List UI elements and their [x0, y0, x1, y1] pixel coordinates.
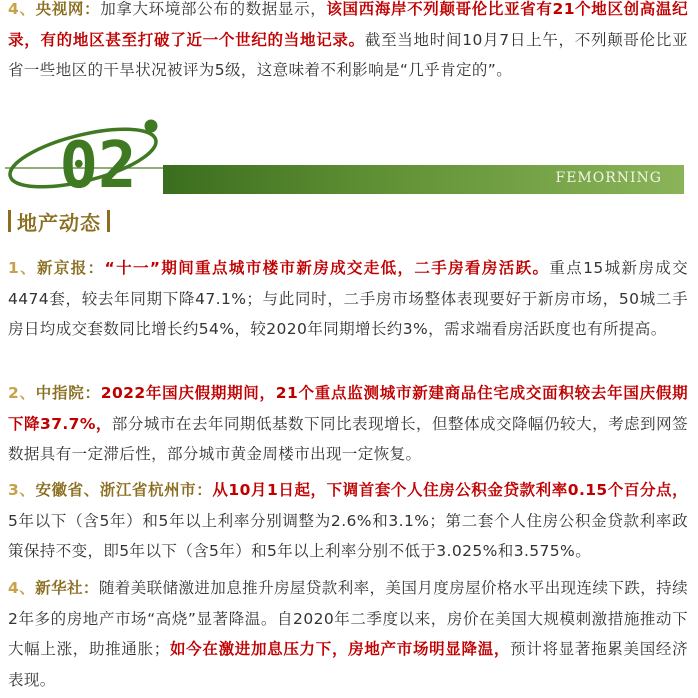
item-text: 5年以下（含5年）和5年以上利率分别调整为2.6%和3.1%；第二套个人住房公积金贷款利率政策保持不变，即5年以下（含5年）和5年以上利率分别不低于3.025%和3.575%。	[8, 511, 688, 560]
item-text: 加拿大环境部公布的数据显示，	[100, 0, 327, 18]
item-number: 1、	[8, 259, 38, 277]
heading-divider	[107, 210, 110, 232]
item-text: 重点15城新房成交4474套，较去年同期下降47.1%；与此同时，二手房市场整体表现要好于新房市场，50城二手房日均成交套数同比增长约54%，较2020年同期增长约3%，需求端看房活跃度也有所提高。	[8, 259, 688, 338]
section-number: 02	[59, 129, 137, 198]
news-item-4	[8, 573, 688, 695]
item-source: 中指院：	[35, 384, 101, 402]
heading-divider	[8, 210, 11, 232]
section-heading	[8, 206, 110, 236]
item-source: 新华社：	[35, 579, 99, 597]
section-banner	[0, 118, 698, 198]
item-text: 预计将显著拖累美国经济表现。	[8, 640, 688, 689]
item-text: 部分城市在去年同期低基数下同比表现增长，但整体成交降幅仍较大，考虑到网签数据具有一定滞后性，部分城市黄金周楼市出现一定恢复。	[8, 414, 688, 463]
news-item-2	[8, 378, 688, 470]
news-item-cctv	[8, 0, 688, 86]
item-source: 央视网：	[35, 0, 101, 18]
item-highlight: 从10月1日起，下调首套个人住房公积金贷款利率0.15个百分点，	[212, 481, 689, 499]
item-number: 4、	[8, 579, 36, 597]
item-text: 截至当地时间10月7日上午，不列颠哥伦比亚省一些地区的干旱状况被评为5级，这意味着不利影响是“几乎肯定的”。	[8, 30, 688, 79]
section-title: 地产动态	[17, 210, 101, 235]
item-highlight: 该国西海岸不列颠哥伦比亚省有21个地区创高温纪录，有的地区甚至打破了近一个世纪的当地记录。	[8, 0, 688, 49]
item-source: 新京报：	[37, 259, 105, 277]
item-number: 4、	[8, 0, 36, 18]
item-highlight: “十一”期间重点城市楼市新房成交走低，二手房看房活跃。	[104, 259, 550, 277]
banner-bar	[163, 165, 684, 194]
news-item-3	[8, 475, 688, 567]
banner-brand-text: FEMORNING	[555, 170, 662, 186]
item-number: 2、	[8, 384, 36, 402]
item-number: 3、	[8, 481, 36, 499]
item-highlight: 2022年国庆假期期间，21个重点监测城市新建商品住宅成交面积较去年国庆假期下降37.7%，	[8, 384, 688, 433]
item-text: 随着美联储激进加息推升房屋贷款利率，美国月度房屋价格水平出现连续下跌，持续2年多的房地产市场“高烧”显著降温。自2020年二季度以来，房价在美国大规模刺激措施推动下大幅上涨，助推通胀；	[8, 579, 688, 658]
item-highlight: 如今在激进加息压力下，房地产市场明显降温，	[169, 640, 511, 658]
news-item-1	[8, 253, 688, 345]
item-source: 安徽省、浙江省杭州市：	[35, 481, 213, 499]
